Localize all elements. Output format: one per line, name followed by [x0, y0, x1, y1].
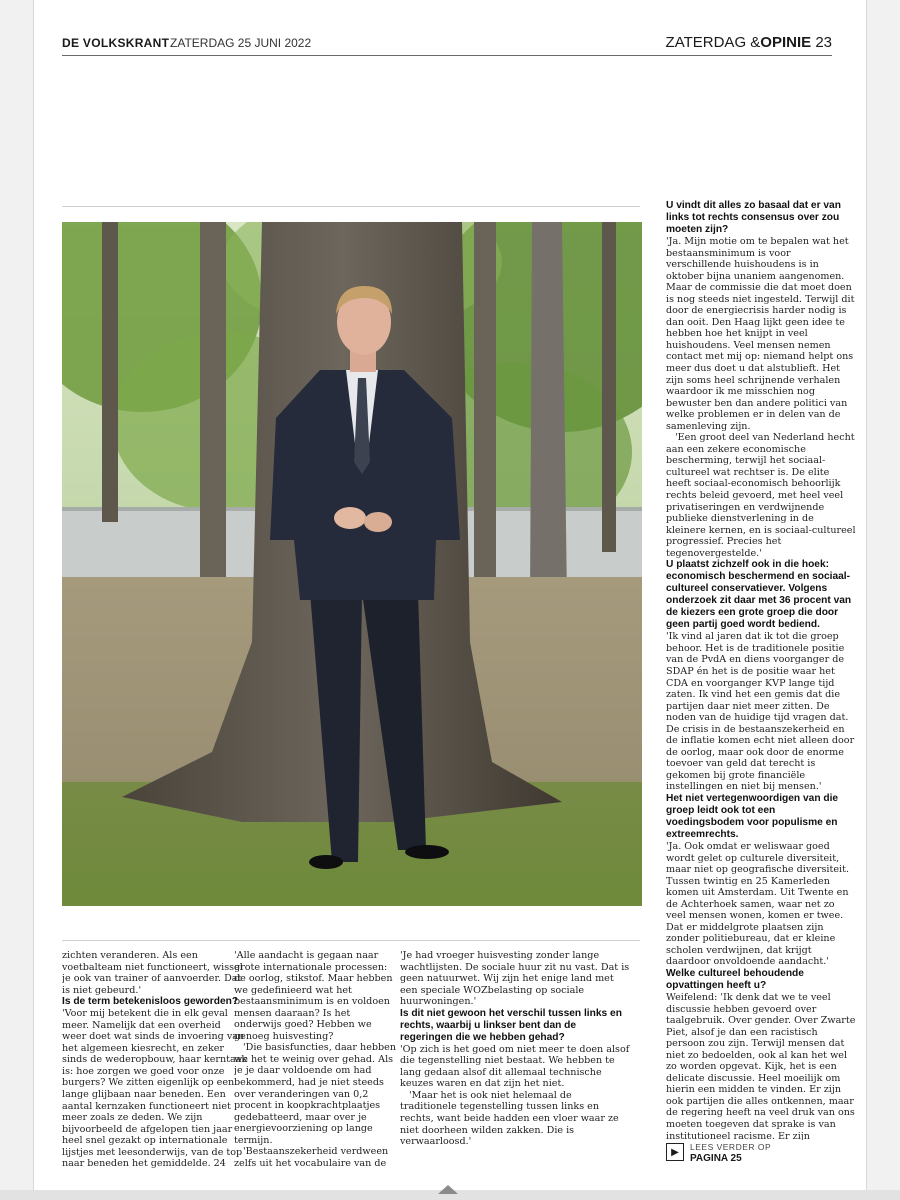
continue-reading-label: LEES VERDER OP	[690, 1142, 772, 1152]
viewer-right-margin	[866, 0, 900, 1200]
photo-top-rule	[62, 206, 640, 207]
portrait-photo	[62, 222, 642, 906]
paragraph: 'Ik vind al jaren dat ik tot die groep behoor. Het is de traditionele positie van de PvdA en diens voorganger de SDAP én het is de positie waar het CDA en voorganger KVP lange tijd zaten. Ik vind het een gemis dat die partijen daar niet meer zitten. De noden van de huidige tijd vragen dat. De crisis in de bestaanszekerheid en de inflatie komen echt niet alleen door de oorlog, maar ook door de enorme toevoer van geld dat terecht is gekomen bij grote financiële instellingen en niet bij mensen.'	[666, 631, 855, 793]
page-header	[62, 34, 832, 56]
continue-page-number: PAGINA 25	[690, 1153, 742, 1164]
paragraph: 'Maar het is ook niet helemaal de traditionele tegenstelling tussen links en rechts, want beide hadden een vloer waar ze niet doorheen wilden zakken. Die is verwaarloosd.'	[400, 1089, 619, 1148]
paragraph: 'Die basisfuncties, daar hebben we het te weinig over gehad. Als je je daar voldoende om had bekommerd, had je niet steeds over veranderingen van 0,2 procent in koopkrachtplaatjes gedebatteerd, maar over je energievoorziening op lange termijn.	[234, 1042, 397, 1146]
paragraph: 'Alle aandacht is gegaan naar grote internationale processen: de oorlog, stikstof. Maar hebben we gedefinieerd wat het bestaansminimum is en voldoen mensen daaraan? Is het onderwijs goed? Hebben we genoeg huisvesting?	[234, 950, 393, 1042]
paragraph: 'Voor mij betekent die in elk geval meer. Namelijk dat een overheid weer doet wat sinds de invoering van het algemeen kiesrecht, en zeker sinds de wederopbouw, haar kerntaak is: hoe zorgen we goed voor onze burgers? We zitten eigenlijk op een lange glijbaan naar beneden. Een aantal kernzaken functioneert niet meer zoals ze deden. We zijn bijvoorbeeld de afgelopen tien jaar heel snel gezakt op internationale lijstjes met leesonderwijs, van de top naar beneden het gemiddelde. 24	[62, 1008, 248, 1170]
newspaper-name: DE VOLKSKRANT	[62, 36, 170, 50]
section-prefix: ZATERDAG &	[665, 34, 761, 51]
photo-bottom-rule	[62, 940, 640, 941]
section-title	[666, 34, 832, 51]
issue-date: ZATERDAG 25 JUNI 2022	[170, 36, 312, 50]
interview-question: U plaatst zichzelf ook in die hoek: economisch beschermend en sociaal-cultureel conservatiever. Volgens onderzoek zit daar met 36 procent van de kiezers een grote groep die door geen partij goed wordt bediend.	[666, 559, 852, 631]
continue-reading-link[interactable]	[666, 1140, 786, 1170]
interview-question: U vindt dit alles zo basaal dat er van links tot rechts consensus over zou moeten zijn?	[666, 200, 841, 235]
page-number: 23	[815, 34, 832, 51]
interview-question: Is dit niet gewoon het verschil tussen links en rechts, waarbij u linkser bent dan de regeringen die we hebben gehad?	[400, 1007, 622, 1043]
article-column-1	[62, 950, 248, 1170]
paragraph: 'Op zich is het goed om niet meer te doen alsof die tegenstelling niet bestaat. We hebben te lang gedaan alsof dit allemaal technische keuzes waren en dat zijn het niet.	[400, 1043, 630, 1090]
paragraph: 'Ja. Ook omdat er weliswaar goed wordt gelet op culturele diversiteit, maar niet op geografische diversiteit. Tussen twintig en 25 Kamerleden komen uit Amsterdam. Uit Twente en de Achterhoek samen, waar net zo veel mensen wonen, komen er twee. Dat er middelgrote plaatsen zijn zonder politiebureau, dat er kleine scholen verdwijnen, dat krijgt daardoor onvoldoende aandacht.'	[666, 840, 850, 968]
paragraph: Weifelend: 'Ik denk dat we te veel discussie hebben gevoerd over taalgebruik. Over gender. Over Zwarte Piet, alsof je dan een racistisch persoon zou zijn. Terwijl mensen dat niet zo bedoelden, ook al kan het wel zo worden opgevat. Kijk, het is een delicate discussie. Heel moeilijk om hierin een midden te vinden. Er zijn ook partijen die alles ontkennen, maar de regering heeft na veel druk van ons moeten toegeven dat sprake is van institutioneel racisme. Er zijn	[666, 991, 856, 1140]
article-side-column	[666, 200, 856, 1140]
newspaper-page	[34, 0, 866, 1190]
forest-portrait-illustration	[62, 222, 642, 906]
interview-question: Het niet vertegenwoordigen van die groep leidt ook tot een voedingsbodem voor populisme en extreemrechts.	[666, 792, 839, 840]
paragraph: 'Ja. Mijn motie om te bepalen wat het bestaansminimum is voor verschillende huishoudens is in oktober bijna unaniem aangenomen. Maar de commissie die dat moet doen is nog steeds niet ingesteld. Terwijl dit door de energiecrisis harder nodig is dan ooit. Den Haag lijkt geen idee te hebben hoe het knijpt in veel huishoudens. Veel mensen nemen contact met mij op: niemand helpt ons meer dus doet u dat alstublieft. Het zijn soms heel schrijnende verhalen waardoor ik me misschien nog bewuster ben dan andere politici van welke problemen er in delen van de samenleving zijn.	[666, 236, 855, 432]
arrow-right-icon: ▶	[666, 1143, 684, 1161]
paragraph: 'Bestaanszekerheid verdween zelfs uit het vocabulaire van de	[234, 1146, 389, 1169]
article-column-2	[234, 950, 400, 1170]
section-name: OPINIE	[760, 34, 812, 51]
interview-question: Welke cultureel behoudende opvattingen heeft u?	[666, 967, 804, 991]
viewer-left-margin	[0, 0, 34, 1200]
paragraph: 'Je had vroeger huisvesting zonder lange wachtlijsten. De sociale huur zit nu vast. Dat is geen natuurwet. Wij zijn het enige land met een speciale WOZbelasting op sociale huurwoningen.'	[400, 950, 630, 1008]
paragraph: 'Een groot deel van Nederland hecht aan een zekere economische bescherming, terwijl het sociaal-cultureel wat rechtser is. De elite heeft sociaal-economisch behoorlijk rechts beleid gevoerd, met heel veel privatiseringen en verdwijnende publieke dienstverlening in de kleinere kernen, en is sociaal-cultureel progressief. Precies het tegenovergestelde.'	[666, 432, 856, 559]
scroll-up-icon[interactable]	[438, 1185, 458, 1194]
article-column-3	[400, 950, 630, 1170]
paragraph: zichten veranderen. Als een voetbalteam niet functioneert, wissel je ook van trainer of aanvoerder. Dat is niet gebeurd.'	[62, 950, 243, 996]
interview-question: Is de term betekenisloos geworden?	[62, 996, 239, 1008]
